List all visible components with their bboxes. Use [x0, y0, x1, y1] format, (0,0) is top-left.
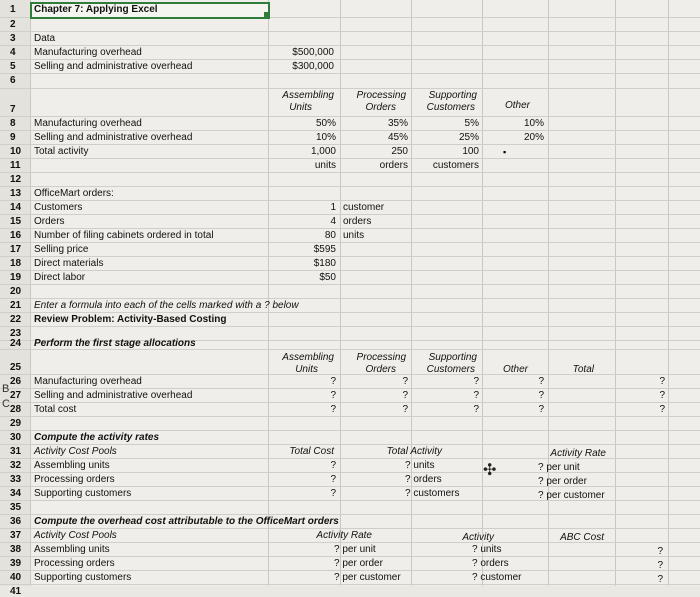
cell-value[interactable]: 35% — [387, 118, 408, 129]
row-number[interactable]: 16 — [10, 230, 22, 241]
header-total-cost[interactable]: Total Cost — [289, 446, 334, 457]
formula-cell[interactable]: ? per order — [334, 558, 383, 569]
formula-cell[interactable]: ? per unit — [538, 462, 580, 473]
formula-cell[interactable]: ? — [330, 488, 336, 499]
formula-cell[interactable]: ? — [330, 460, 336, 471]
header-processing[interactable]: Processing — [356, 90, 406, 101]
cell-value[interactable]: customer — [343, 202, 385, 213]
row-number[interactable]: 40 — [10, 572, 22, 583]
formula-cell[interactable]: ? — [402, 376, 408, 387]
cell-value[interactable]: 250 — [391, 146, 408, 157]
cell-value[interactable]: $300,000 — [292, 61, 334, 72]
row-number[interactable]: 2 — [10, 19, 16, 30]
formula-cell[interactable]: ? units — [472, 544, 502, 555]
cell-label[interactable]: Selling and administrative overhead — [34, 61, 193, 72]
row-number[interactable]: 20 — [10, 286, 22, 297]
row-number[interactable]: 26 — [10, 376, 22, 387]
row-number[interactable]: 36 — [10, 516, 22, 527]
cell-label[interactable]: Number of filing cabinets ordered in total — [34, 230, 214, 241]
row-number[interactable]: 8 — [10, 118, 16, 129]
formula-cell[interactable]: ? — [659, 404, 665, 415]
cell-label[interactable]: Supporting customers — [34, 488, 132, 499]
header-assembling-units[interactable]: Units — [295, 364, 318, 375]
cell-label[interactable]: Processing orders — [34, 558, 115, 569]
row-number[interactable]: 19 — [10, 272, 22, 283]
formula-cell[interactable]: ? — [330, 474, 336, 485]
header-activity-rate[interactable]: Activity Rate — [316, 530, 372, 541]
formula-cell[interactable]: ? — [657, 560, 663, 571]
row-number[interactable]: 41 — [10, 586, 22, 597]
cell-value[interactable]: $180 — [313, 258, 336, 269]
header-assembling[interactable]: Assembling — [282, 90, 334, 101]
side-marker: B — [2, 383, 10, 395]
cell-value[interactable]: customers — [432, 160, 479, 171]
row-number[interactable]: 18 — [10, 258, 22, 269]
instruction-note[interactable]: Enter a formula into each of the cells marked with a ? below — [34, 300, 299, 311]
cell-value[interactable]: 50% — [315, 118, 336, 129]
row-number[interactable]: 12 — [10, 174, 22, 185]
formula-cell[interactable]: ? customers — [405, 488, 460, 499]
row-number[interactable]: 27 — [10, 390, 22, 401]
cell-label[interactable]: Selling and administrative overhead — [34, 390, 193, 401]
cell-label[interactable]: Processing orders — [34, 474, 115, 485]
cell-value[interactable]: units — [314, 160, 336, 171]
fill-handle[interactable] — [264, 12, 269, 17]
cell-label[interactable]: Total cost — [34, 404, 77, 415]
header-abc-cost[interactable]: ABC Cost — [560, 532, 604, 543]
header-processing[interactable]: Processing — [356, 352, 406, 363]
header-cost-pools[interactable]: Activity Cost Pools — [34, 446, 117, 457]
cell-label[interactable]: Orders — [34, 216, 65, 227]
row-number[interactable]: 39 — [10, 558, 22, 569]
formula-cell[interactable]: ? per order — [538, 476, 587, 487]
row-number[interactable]: 10 — [10, 146, 22, 157]
cell-value[interactable]: 20% — [523, 132, 544, 143]
formula-cell[interactable]: ? — [659, 376, 665, 387]
row-number[interactable]: 35 — [10, 502, 22, 513]
cell-label[interactable]: Manufacturing overhead — [34, 376, 142, 387]
row-number[interactable]: 6 — [10, 75, 16, 86]
row-number[interactable]: 15 — [10, 216, 22, 227]
section-heading[interactable]: Perform the first stage allocations — [34, 338, 196, 349]
row-number[interactable]: 29 — [10, 418, 22, 429]
cell-value[interactable]: orders — [379, 160, 408, 171]
formula-cell[interactable]: ? — [538, 390, 544, 401]
cell-label[interactable]: Assembling units — [34, 544, 110, 555]
cell-value[interactable]: 100 — [462, 146, 479, 157]
formula-cell[interactable]: ? — [330, 390, 336, 401]
row-number[interactable]: 17 — [10, 244, 22, 255]
cell-value[interactable]: $50 — [319, 272, 336, 283]
row-number[interactable]: 7 — [10, 104, 16, 115]
cell-label[interactable]: Assembling units — [34, 460, 110, 471]
cell-value[interactable]: 4 — [330, 216, 336, 227]
header-assembling[interactable]: Assembling — [282, 352, 334, 363]
cell-value[interactable]: units — [343, 230, 365, 241]
row-number[interactable]: 25 — [10, 362, 22, 373]
formula-cell[interactable]: ? — [538, 404, 544, 415]
header-processing-orders[interactable]: Orders — [365, 364, 396, 375]
cell-label[interactable]: Total activity — [34, 146, 89, 157]
row-number[interactable]: 38 — [10, 544, 22, 555]
header-supporting[interactable]: Supporting — [428, 352, 477, 363]
header-other[interactable]: Other — [504, 100, 530, 111]
formula-cell[interactable]: ? — [538, 376, 544, 387]
formula-cell[interactable]: ? — [657, 546, 663, 557]
formula-cell[interactable]: ? — [330, 404, 336, 415]
formula-cell[interactable]: ? units — [405, 460, 435, 471]
formula-cell[interactable]: ? orders — [405, 474, 442, 485]
cell-value[interactable]: 45% — [387, 132, 408, 143]
row-number[interactable]: 34 — [10, 488, 22, 499]
row-number[interactable]: 22 — [10, 314, 22, 325]
row-number[interactable]: 24 — [10, 338, 22, 349]
header-activity-rate[interactable]: Activity Rate — [550, 448, 606, 459]
formula-cell[interactable]: ? — [657, 574, 663, 585]
row-number[interactable]: 13 — [10, 188, 22, 199]
row-number[interactable]: 14 — [10, 202, 22, 213]
cell-label[interactable]: Direct materials — [34, 258, 104, 269]
row-number[interactable]: 5 — [10, 61, 16, 72]
formula-cell[interactable]: ? — [330, 376, 336, 387]
cell-value[interactable]: 25% — [458, 132, 479, 143]
row-number[interactable]: 23 — [10, 328, 22, 339]
formula-cell[interactable]: ? per customer — [334, 572, 401, 583]
row-number[interactable]: 21 — [10, 300, 22, 311]
row-number[interactable]: 30 — [10, 432, 22, 443]
row-number[interactable]: 3 — [10, 33, 16, 44]
side-marker: C — [2, 398, 10, 410]
section-heading[interactable]: Compute the activity rates — [34, 432, 160, 443]
cell-label[interactable]: Supporting customers — [34, 572, 132, 583]
header-total[interactable]: Total — [572, 364, 594, 375]
header-supporting[interactable]: Supporting — [428, 90, 477, 101]
header-activity[interactable]: Activity — [462, 532, 494, 543]
formula-cell[interactable]: ? — [659, 390, 665, 401]
cell-value[interactable]: 1,000 — [310, 146, 336, 157]
data-heading[interactable]: Data — [34, 33, 56, 44]
cell-value[interactable]: $500,000 — [292, 47, 334, 58]
cell-value[interactable]: 80 — [324, 230, 336, 241]
cell-label[interactable]: Direct labor — [34, 272, 86, 283]
section-heading[interactable]: Compute the overhead cost attributable to the OfficeMart orders — [34, 516, 339, 527]
formula-cell[interactable]: ? — [402, 404, 408, 415]
formula-cell[interactable]: ? — [473, 376, 479, 387]
row-number[interactable]: 33 — [10, 474, 22, 485]
cell-label[interactable]: Selling price — [34, 244, 89, 255]
header-cost-pools[interactable]: Activity Cost Pools — [34, 530, 117, 541]
cell-label[interactable]: Selling and administrative overhead — [34, 132, 193, 143]
row-number[interactable]: 1 — [10, 4, 16, 15]
formula-cell[interactable]: ? per unit — [334, 544, 376, 555]
section-heading[interactable]: Review Problem: Activity-Based Costing — [34, 314, 227, 325]
row-number[interactable]: 9 — [10, 132, 16, 143]
row-number[interactable]: 11 — [10, 160, 21, 171]
row-number[interactable]: 28 — [10, 404, 22, 415]
row-number[interactable]: 31 — [10, 446, 22, 457]
row-number[interactable]: 37 — [10, 530, 22, 541]
header-supporting-customers[interactable]: Customers — [426, 364, 475, 375]
cell-value[interactable]: 10% — [523, 118, 544, 129]
formula-cell[interactable]: ? orders — [472, 558, 509, 569]
mark-dot: ▪ — [503, 147, 507, 157]
cell-value[interactable]: 5% — [464, 118, 479, 129]
sheet-title[interactable]: Chapter 7: Applying Excel — [34, 4, 158, 15]
cell-label[interactable]: Manufacturing overhead — [34, 47, 142, 58]
cell-label[interactable]: OfficeMart orders: — [34, 188, 114, 199]
cursor-crosshair-icon: ✣ — [483, 462, 497, 479]
header-other[interactable]: Other — [502, 364, 528, 375]
formula-cell[interactable]: ? — [473, 390, 479, 401]
row-number[interactable]: 32 — [10, 460, 22, 471]
cell-value[interactable]: orders — [343, 216, 372, 227]
header-total-activity[interactable]: Total Activity — [386, 446, 442, 457]
row-number[interactable]: 4 — [10, 47, 16, 58]
cell-value[interactable]: 10% — [315, 132, 336, 143]
header-supporting-customers[interactable]: Customers — [426, 102, 475, 113]
formula-cell[interactable]: ? — [473, 404, 479, 415]
cell-label[interactable]: Manufacturing overhead — [34, 118, 142, 129]
header-assembling-units[interactable]: Units — [289, 102, 312, 113]
cell-value[interactable]: 1 — [330, 202, 336, 213]
formula-cell[interactable]: ? per customer — [538, 490, 605, 501]
formula-cell[interactable]: ? — [402, 390, 408, 401]
header-processing-orders[interactable]: Orders — [365, 102, 396, 113]
formula-cell[interactable]: ? customer — [472, 572, 522, 583]
cell-value[interactable]: $595 — [313, 244, 336, 255]
cell-label[interactable]: Customers — [34, 202, 83, 213]
